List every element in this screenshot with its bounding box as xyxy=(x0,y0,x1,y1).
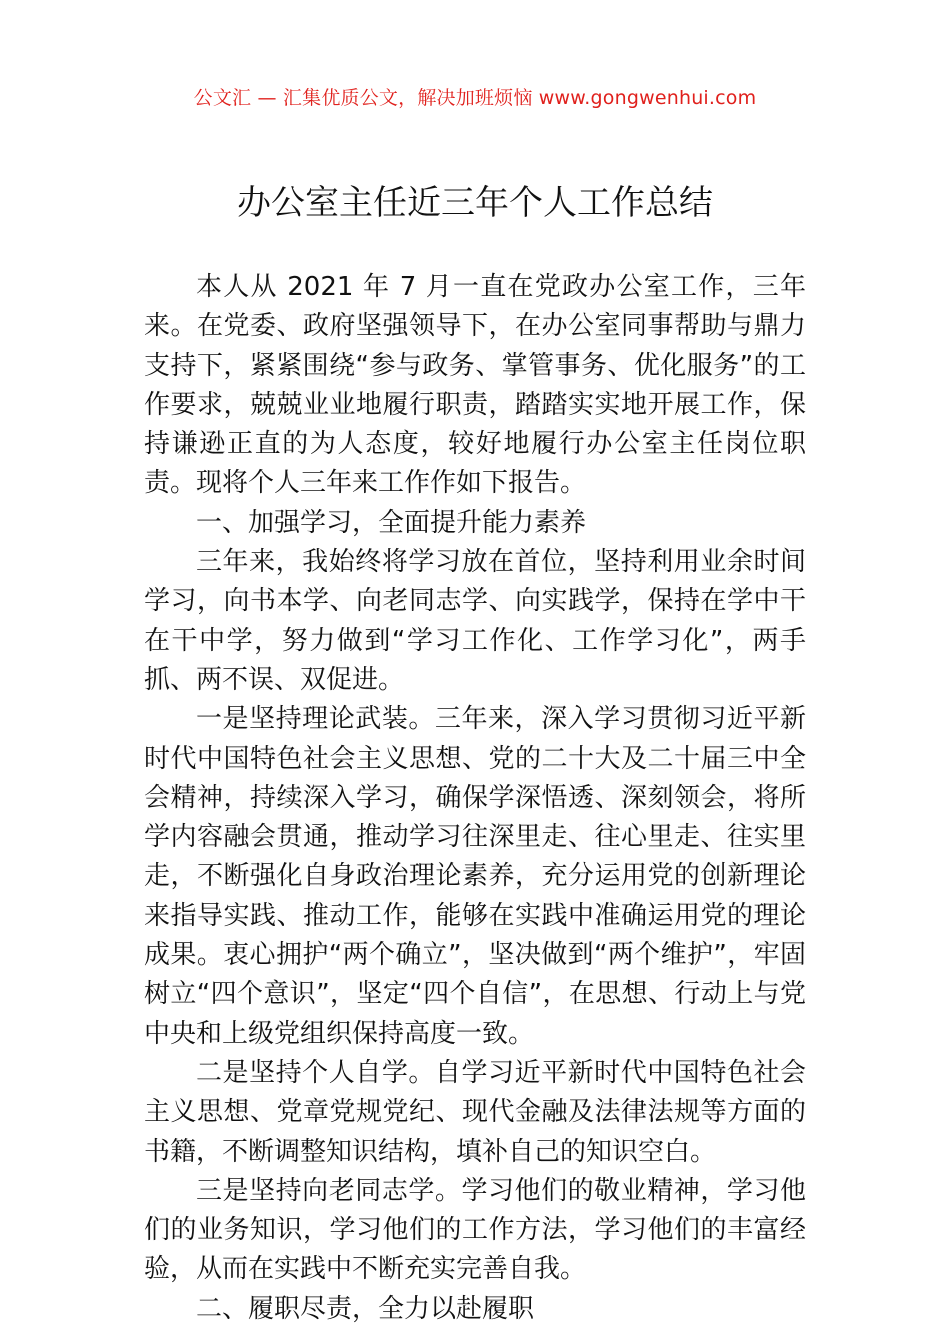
section-1-overview-paragraph: 三年来，我始终将学习放在首位，坚持利用业余时间学习，向书本学、向老同志学、向实践学，保持在学中干在干中学，努力做到“学习工作化、工作学习化”，两手抓、两不误、双促进。 xyxy=(144,547,806,695)
site-banner: 公文汇 — 汇集优质公文，解决加班烦恼 www.gongwenhui.com xyxy=(193,87,757,109)
intro-paragraph: 本人从 2021 年 7 月一直在党政办公室工作，三年来。在党委、政府坚强领导下，在办公室同事帮助与鼎力支持下，紧紧围绕“参与政务、掌管事务、优化服务”的工作要求，兢兢业业地履行职责，踏踏实实地开展工作，保持谦逊正直的为人态度，较好地履行办公室主任岗位职责。现将个人三年来工作作如下报告。 xyxy=(144,272,806,499)
theory-study-paragraph: 一是坚持理论武装。三年来，深入学习贯彻习近平新时代中国特色社会主义思想、党的二十大及二十届三中全会精神，持续深入学习，确保学深悟透、深刻领会，将所学内容融会贯通，推动学习往深里走、往心里走、往实里走，不断强化自身政治理论素养，充分运用党的创新理论来指导实践、推动工作，能够在实践中准确运用党的理论成果。衷心拥护“两个确立”，坚决做到“两个维护”，牢固树立“四个意识”，坚定“四个自信”，在思想、行动上与党中央和上级党组织保持高度一致。 xyxy=(144,704,806,1049)
document-title: 办公室主任近三年个人工作总结 xyxy=(237,183,713,223)
section-heading-1: 一、加强学习，全面提升能力素养 xyxy=(196,507,587,538)
section-heading-2: 二、履职尽责，全力以赴履职 xyxy=(196,1293,535,1324)
learn-from-veterans-paragraph: 三是坚持向老同志学。学习他们的敬业精神，学习他们的业务知识，学习他们的工作方法，学习他们的丰富经验，从而在实践中不断充实完善自我。 xyxy=(144,1175,806,1285)
self-study-paragraph: 二是坚持个人自学。自学习近平新时代中国特色社会主义思想、党章党规党纪、现代金融及法律法规等方面的书籍，不断调整知识结构，填补自己的知识空白。 xyxy=(144,1057,806,1167)
document-body xyxy=(144,268,806,1329)
